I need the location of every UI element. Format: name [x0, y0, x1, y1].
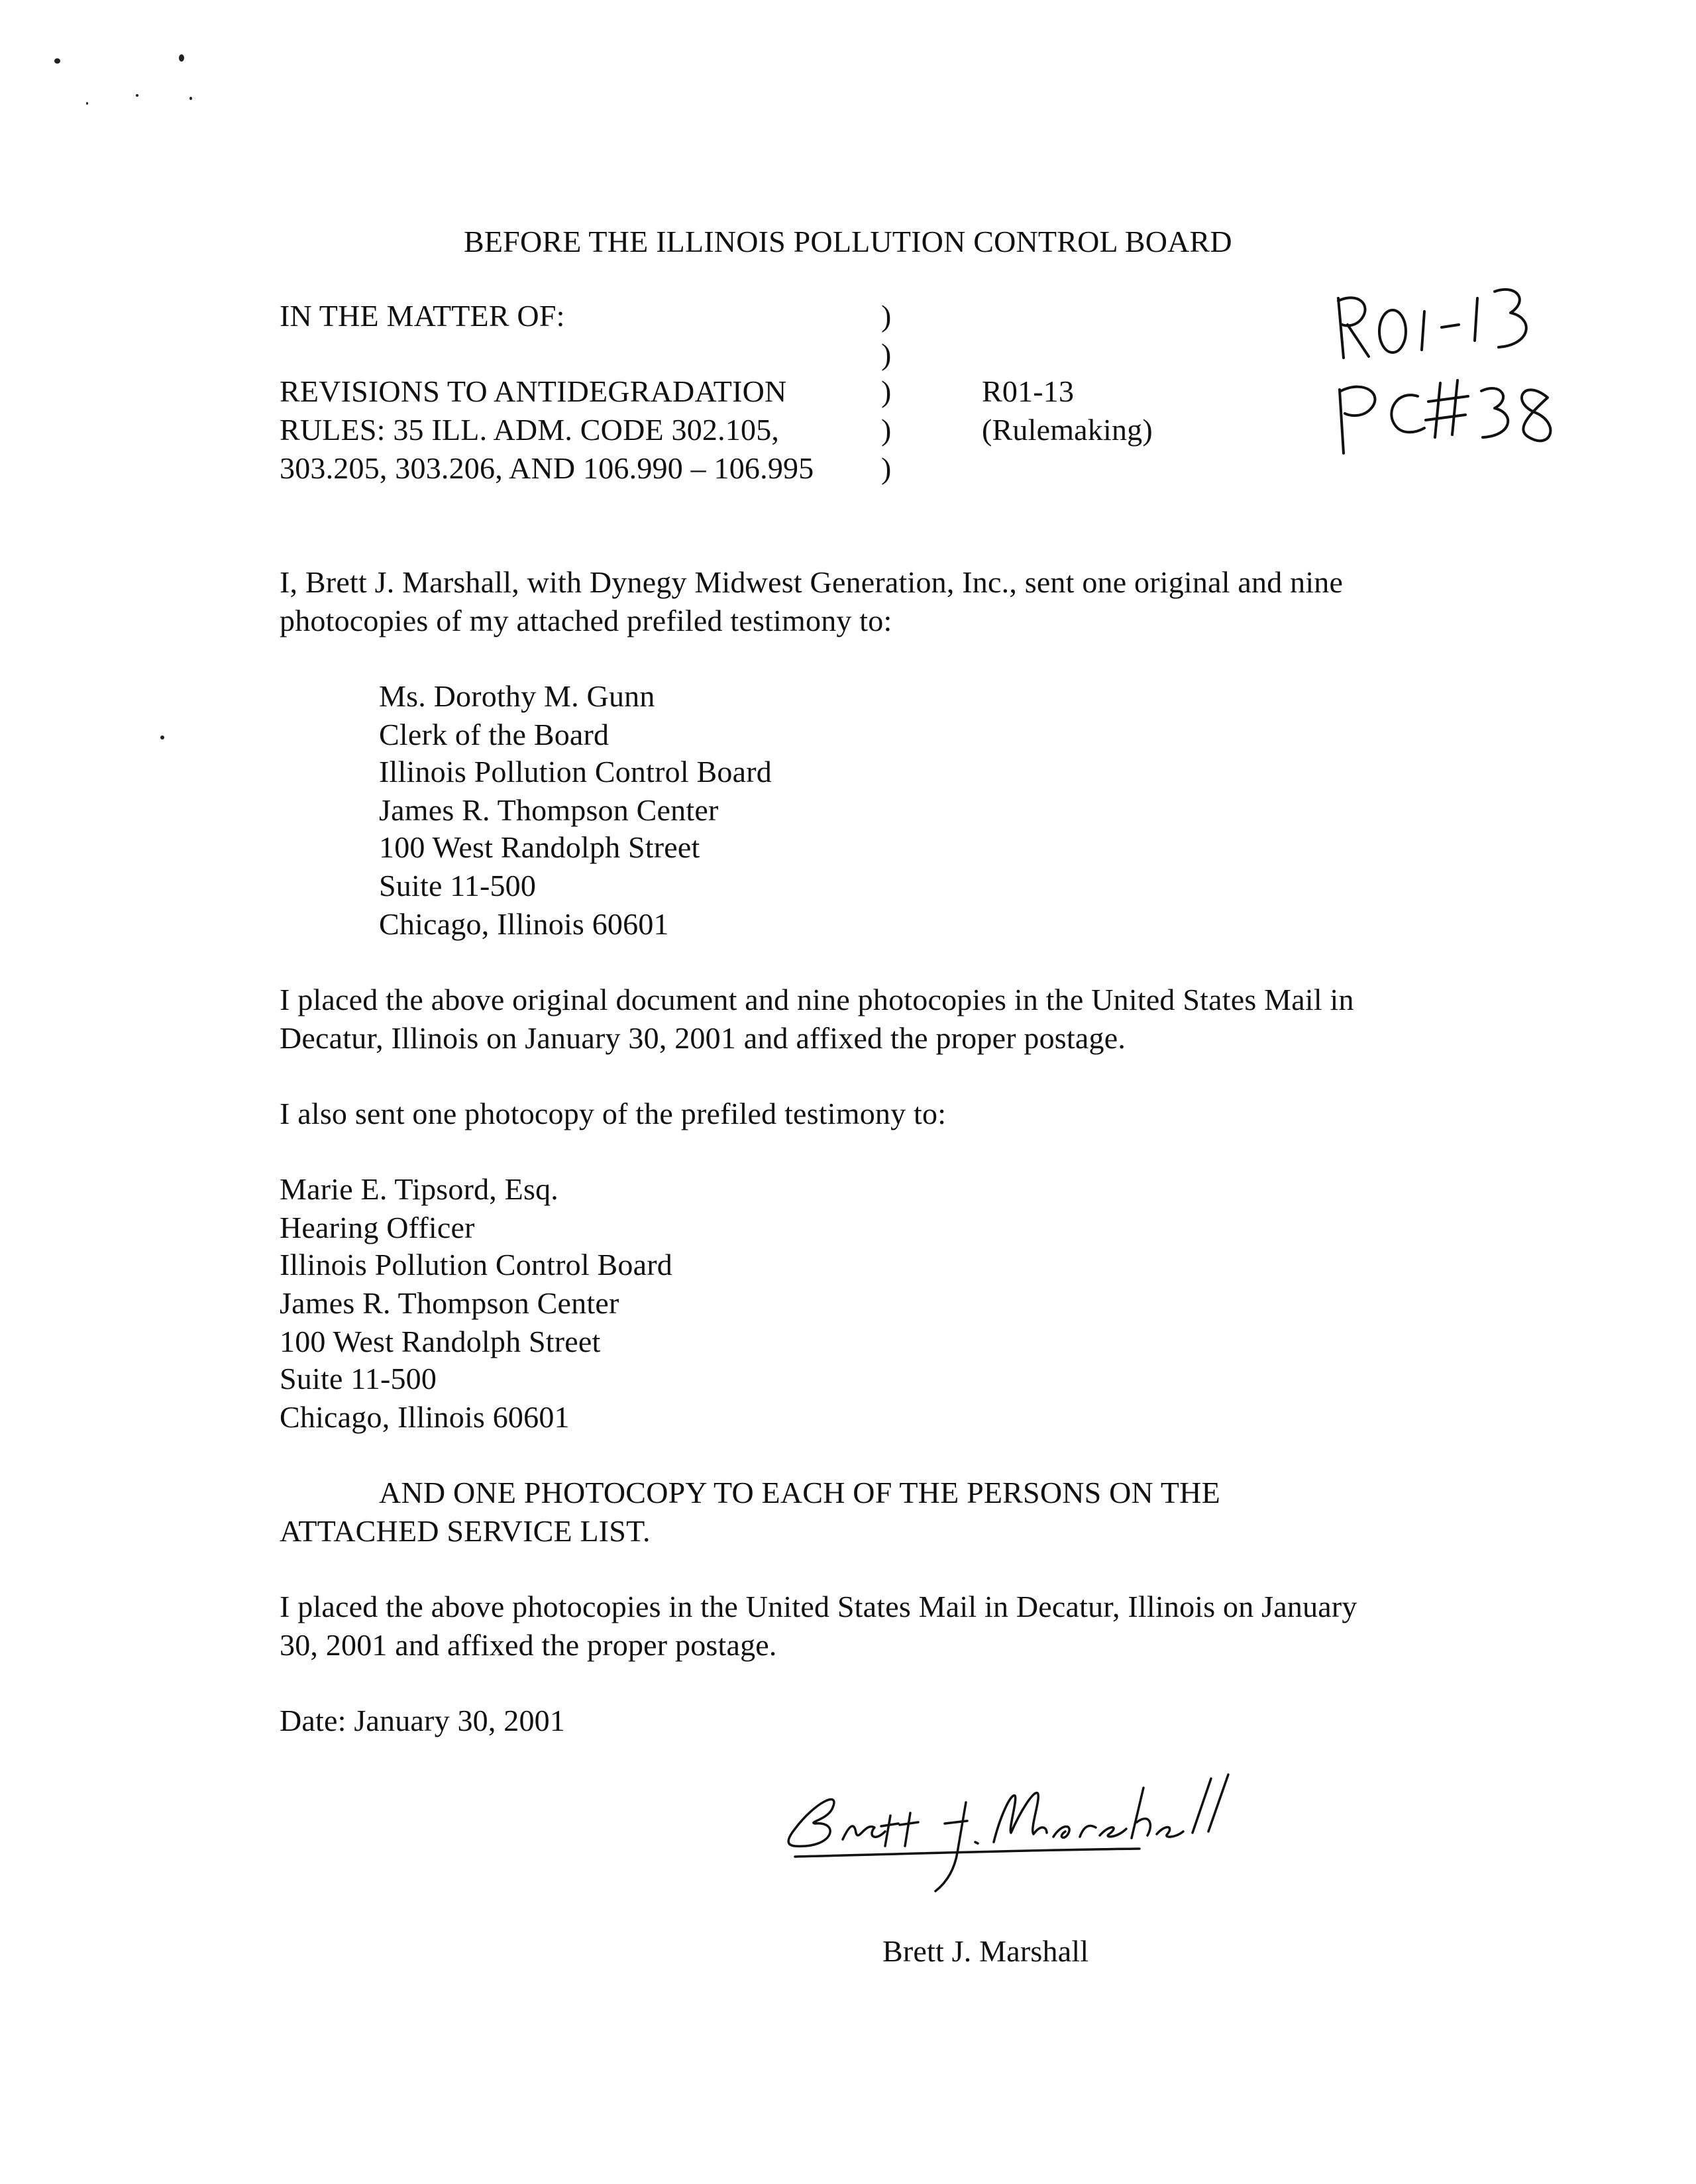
mailing1-line: Decatur, Illinois on January 30, 2001 and affixed the proper postage.	[280, 1021, 1126, 1055]
handwritten-signature	[768, 1749, 1272, 1902]
mailing2-line: I placed the above photocopies in the United States Mail in Decatur, Illinois on January	[280, 1590, 1357, 1623]
recipient1-line: James R. Thompson Center	[379, 793, 719, 827]
recipient2-line: Hearing Officer	[280, 1211, 475, 1244]
recipient2-line: James R. Thompson Center	[280, 1286, 619, 1320]
docket-type: (Rulemaking)	[982, 413, 1153, 447]
caption-line: 303.205, 303.206, AND 106.990 – 106.995	[280, 451, 814, 485]
signer-name: Brett J. Marshall	[882, 1934, 1089, 1968]
scan-speck	[160, 736, 164, 739]
document-heading: BEFORE THE ILLINOIS POLLUTION CONTROL BOARD	[464, 225, 1232, 258]
intro-line: photocopies of my attached prefiled testimony to:	[280, 604, 892, 637]
recipient2-line: 100 West Randolph Street	[280, 1325, 601, 1358]
recipient1-line: Chicago, Illinois 60601	[379, 907, 669, 941]
also-sent-line: I also sent one photocopy of the prefiled testimony to:	[280, 1097, 947, 1130]
service-list-line: AND ONE PHOTOCOPY TO EACH OF THE PERSONS ON THE	[379, 1476, 1220, 1509]
docket-number: R01-13	[982, 374, 1075, 408]
scan-speck	[136, 94, 138, 97]
handwritten-docket-note	[1318, 278, 1583, 464]
mailing1-line: I placed the above original document and nine photocopies in the United States Mail in	[280, 983, 1354, 1016]
scan-speck	[86, 102, 88, 105]
recipient2-line: Suite 11-500	[280, 1362, 437, 1395]
scan-speck	[189, 97, 192, 100]
recipient2-name: Marie E. Tipsord, Esq.	[280, 1172, 558, 1206]
scan-speck	[179, 54, 184, 62]
service-list-line: ATTACHED SERVICE LIST.	[280, 1514, 651, 1548]
caption-line: RULES: 35 ILL. ADM. CODE 302.105,	[280, 413, 780, 447]
intro-line: I, Brett J. Marshall, with Dynegy Midwest Generation, Inc., sent one original and nine	[280, 565, 1344, 599]
mailing2-line: 30, 2001 and affixed the proper postage.	[280, 1628, 777, 1662]
date-line: Date: January 30, 2001	[280, 1704, 566, 1737]
caption-paren: )	[881, 413, 892, 447]
recipient1-line: Suite 11-500	[379, 869, 537, 902]
caption-paren: )	[881, 299, 892, 333]
recipient2-line: Chicago, Illinois 60601	[280, 1400, 570, 1434]
caption-line: REVISIONS TO ANTIDEGRADATION	[280, 374, 787, 408]
recipient2-line: Illinois Pollution Control Board	[280, 1248, 672, 1282]
caption-paren: )	[881, 451, 892, 485]
recipient1-line: Clerk of the Board	[379, 718, 610, 751]
caption-line: IN THE MATTER OF:	[280, 299, 565, 333]
recipient1-name: Ms. Dorothy M. Gunn	[379, 679, 655, 713]
recipient1-line: Illinois Pollution Control Board	[379, 755, 772, 789]
scan-speck	[54, 58, 60, 64]
caption-paren: )	[881, 374, 892, 408]
recipient1-line: 100 West Randolph Street	[379, 830, 700, 864]
caption-paren: )	[881, 337, 892, 371]
